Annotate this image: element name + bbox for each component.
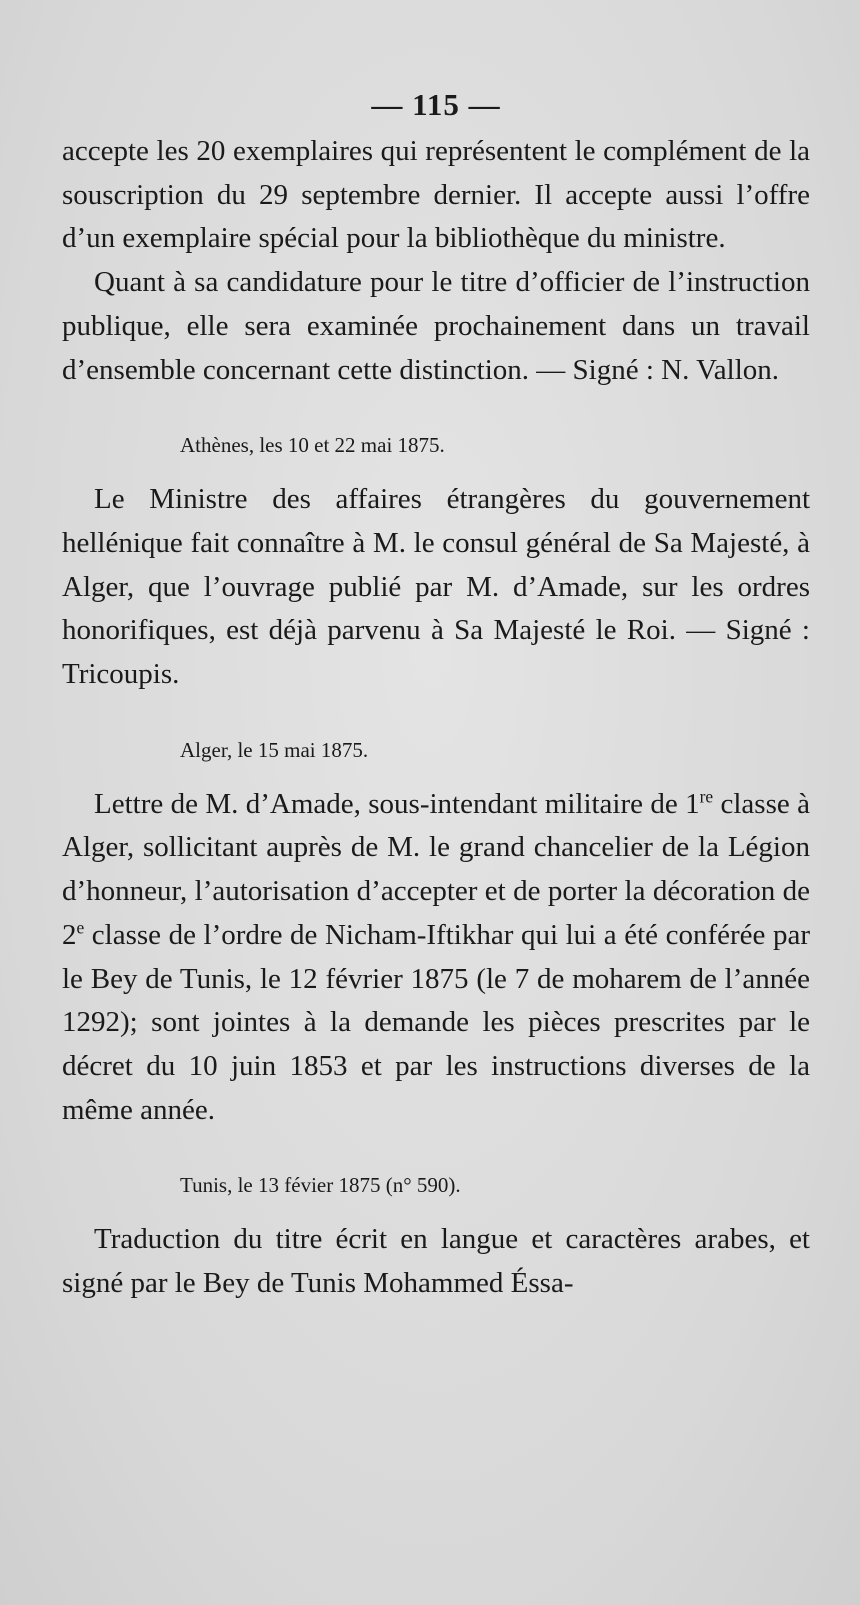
spacer: [62, 460, 810, 478]
spacer: [62, 697, 810, 735]
paragraph-candidature: Quant à sa candidature pour le titre d’officier de l’instruction publique, elle sera examinée prochainement dans un travail d’ensemble concernant cette distinction. — Signé : N. Vallon.: [62, 266, 810, 386]
page-number: — 115 —: [371, 87, 501, 122]
spacer: [62, 1132, 810, 1170]
dateline-alger: Alger, le 15 mai 1875.: [180, 737, 369, 762]
spacer: [62, 1200, 810, 1218]
paragraph-lettre-amade: [62, 783, 810, 1133]
paragraph-traduction: Traduction du titre écrit en langue et caractères arabes, et signé par le Bey de Tunis Mohammed Éssa-: [62, 1223, 810, 1300]
paragraph-ministre-affaires: Le Ministre des affaires étrangères du gouvernement hellénique fait connaître à M. le consul général de Sa Majesté, à Alger, que l’ouvrage publié par M. d’Amade, sur les ordres honorifiques, est déjà parvenu à Sa Majesté le Roi. — Signé : Tricoupis.: [62, 483, 810, 691]
dateline-athenes: Athènes, les 10 et 22 mai 1875.: [180, 433, 445, 458]
superscript: e: [76, 917, 85, 938]
text-segment: classe de l’ordre de Nicham-Iftikhar qui lui a été conférée par le Bey de Tunis, le 12 février 1875 (le 7 de moharem de l’année 1292); sont jointes à la demande les pièces prescrites par le décret du 10 juin 1853 et par les instructions diverses de la même année.: [62, 918, 810, 1126]
text-segment: classe à Alger, sollicitant auprès de M. le grand chancelier de la Légion d’honneur, l’autorisation d’accepter et de porter la décoration de 2: [62, 787, 810, 951]
spacer: [62, 765, 810, 783]
spacer: [62, 392, 810, 430]
superscript: re: [699, 786, 714, 807]
dateline-tunis: Tunis, le 13 févier 1875 (n° 590).: [180, 1173, 461, 1198]
paragraph-souscription: accepte les 20 exemplaires qui représentent le complément de la souscription du 29 septembre dernier. Il accepte aussi l’offre d’un exemplaire spécial pour la bibliothèque du ministre.: [62, 135, 810, 255]
text-segment: Lettre de M. d’Amade, sous-intendant militaire de 1: [94, 787, 700, 820]
